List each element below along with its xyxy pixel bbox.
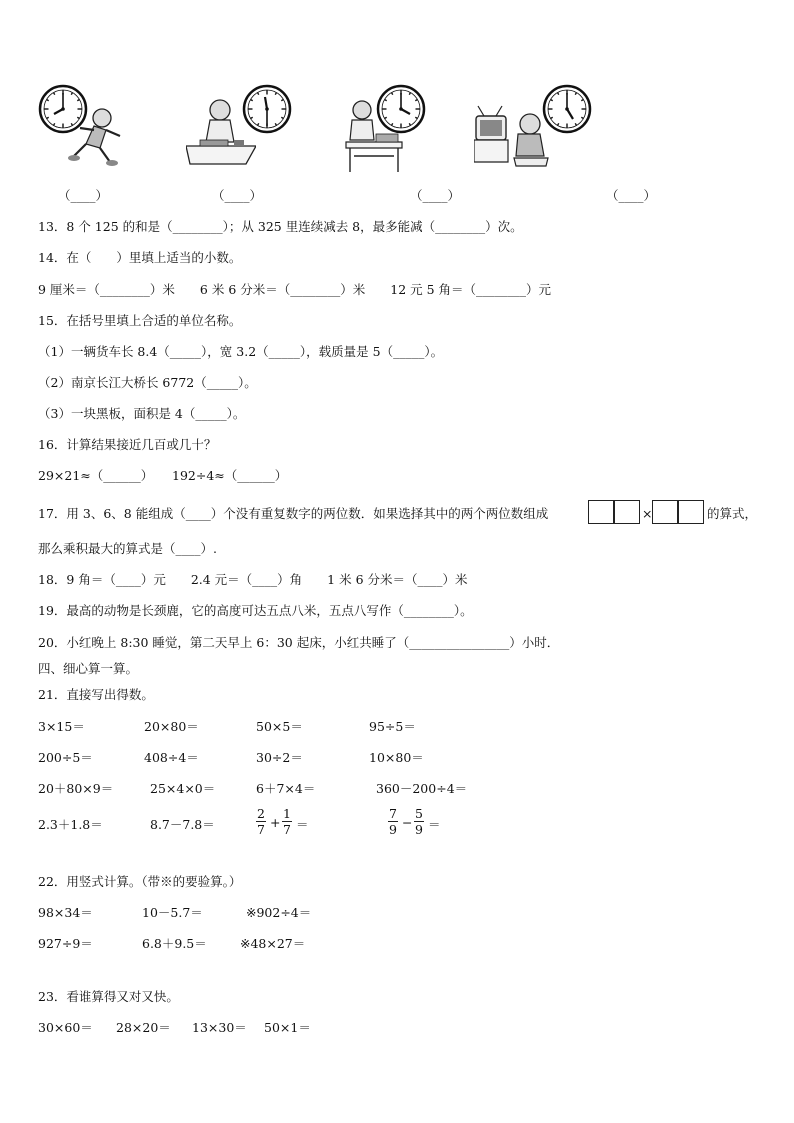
question-13: 13．8 个 125 的和是（________）；从 325 里连续减去 8，最多能减（________）次。 — [38, 219, 523, 234]
calc-23-c3: 13×30＝ — [192, 1020, 247, 1035]
clock-face-icon — [542, 84, 592, 134]
digit-box-1[interactable] — [588, 500, 614, 524]
equals-sign: ＝ — [296, 817, 309, 832]
calc-21-r1-c1: 3×15＝ — [38, 719, 85, 734]
calc-21-r4-c2: 8.7－7.8＝ — [150, 817, 215, 832]
fraction-numerator: 2 — [257, 806, 265, 821]
calc-22-r1-c2: 10－5.7＝ — [142, 905, 203, 920]
question-18: 18．9 角＝（____）元 2.4 元＝（____）角 1 米 6 分米＝（____）米 — [38, 572, 468, 587]
question-15-item-3: （3）一块黑板，面积是 4（_____）。 — [38, 406, 246, 421]
question-17-part2: 的算式， — [707, 506, 758, 521]
calc-22-r2-c3: ※48×27＝ — [240, 936, 306, 951]
minus-sign: − — [402, 815, 413, 830]
clock-2 — [242, 84, 292, 134]
clock-blank-1[interactable]: （____） — [58, 188, 109, 203]
calc-21-r2-c4: 10×80＝ — [369, 750, 424, 765]
fraction-5-9 — [414, 806, 424, 837]
clock-blank-3[interactable]: （____） — [410, 188, 461, 203]
calc-21-r3-c3: 6＋7×4＝ — [256, 781, 316, 796]
question-17-part1: 17．用 3、6、8 能组成（____）个没有重复数字的两位数．如果选择其中的两个两位数组成 — [38, 506, 549, 521]
equals-sign: ＝ — [428, 817, 441, 832]
running-boy-illustration — [66, 104, 136, 168]
calc-21-r3-c1: 20＋80×9＝ — [38, 781, 114, 796]
question-14-line: 9 厘米＝（________）米 6 米 6 分米＝（________）米 12 元 5 角＝（________）元 — [38, 282, 552, 297]
digit-box-4[interactable] — [678, 500, 704, 524]
question-15-title: 15．在括号里填上合适的单位名称。 — [38, 313, 242, 328]
calc-22-r1-c3: ※902÷4＝ — [246, 905, 312, 920]
question-16-line: 29×21≈（______） 192÷4≈（______） — [38, 468, 288, 483]
question-21-title: 21．直接写出得数。 — [38, 687, 154, 702]
clock-3 — [376, 84, 426, 134]
question-14-title: 14．在（ ）里填上适当的小数。 — [38, 250, 242, 265]
clock-face-icon — [242, 84, 292, 134]
fraction-2-7 — [256, 806, 266, 837]
fraction-1-7 — [282, 806, 292, 837]
calc-23-c2: 28×20＝ — [116, 1020, 171, 1035]
calc-21-r1-c2: 20×80＝ — [144, 719, 199, 734]
section-4-heading: 四、细心算一算。 — [38, 661, 139, 676]
question-23-title: 23．看谁算得又对又快。 — [38, 989, 179, 1004]
times-sign: × — [642, 506, 653, 521]
fraction-7-9 — [388, 806, 398, 837]
fraction-denominator: 7 — [283, 822, 291, 837]
fraction-denominator: 9 — [415, 822, 423, 837]
calc-21-r2-c1: 200÷5＝ — [38, 750, 93, 765]
calc-21-r1-c3: 50×5＝ — [256, 719, 303, 734]
question-19: 19．最高的动物是长颈鹿，它的高度可达五点八米，五点八写作（________）。 — [38, 603, 473, 618]
calc-21-r2-c3: 30÷2＝ — [256, 750, 303, 765]
clock-blank-4[interactable]: （____） — [606, 188, 657, 203]
question-15-item-1: （1）一辆货车长 8.4（_____），宽 3.2（_____），载质量是 5（_____）。 — [38, 344, 444, 359]
question-22-title: 22．用竖式计算。（带※的要验算。） — [38, 874, 242, 889]
calc-21-r3-c2: 25×4×0＝ — [150, 781, 216, 796]
calc-22-r2-c1: 927÷9＝ — [38, 936, 93, 951]
clock-blank-2[interactable]: （____） — [212, 188, 263, 203]
fraction-numerator: 5 — [415, 806, 423, 821]
digit-box-2[interactable] — [614, 500, 640, 524]
calc-22-r2-c2: 6.8＋9.5＝ — [142, 936, 207, 951]
question-20: 20．小红晚上 8:30 睡觉，第二天早上 6：30 起床，小红共睡了（________________）小时． — [38, 635, 560, 650]
plus-sign: + — [270, 815, 281, 830]
question-17-line2: 那么乘积最大的算式是（____）. — [38, 541, 217, 556]
calc-21-r3-c4: 360－200÷4＝ — [376, 781, 468, 796]
fraction-denominator: 9 — [389, 822, 397, 837]
question-15-item-2: （2）南京长江大桥长 6772（_____）。 — [38, 375, 257, 390]
calc-23-c4: 50×1＝ — [264, 1020, 311, 1035]
fraction-numerator: 1 — [283, 806, 291, 821]
calc-21-r4-c1: 2.3＋1.8＝ — [38, 817, 103, 832]
calc-23-c1: 30×60＝ — [38, 1020, 93, 1035]
calc-21-r1-c4: 95÷5＝ — [369, 719, 416, 734]
calc-22-r1-c1: 98×34＝ — [38, 905, 93, 920]
clock-face-icon — [376, 84, 426, 134]
clock-4 — [542, 84, 592, 134]
calc-21-r2-c2: 408÷4＝ — [144, 750, 199, 765]
digit-box-3[interactable] — [652, 500, 678, 524]
fraction-numerator: 7 — [389, 806, 397, 821]
question-16-title: 16．计算结果接近几百或几十？ — [38, 437, 217, 452]
fraction-denominator: 7 — [257, 822, 265, 837]
